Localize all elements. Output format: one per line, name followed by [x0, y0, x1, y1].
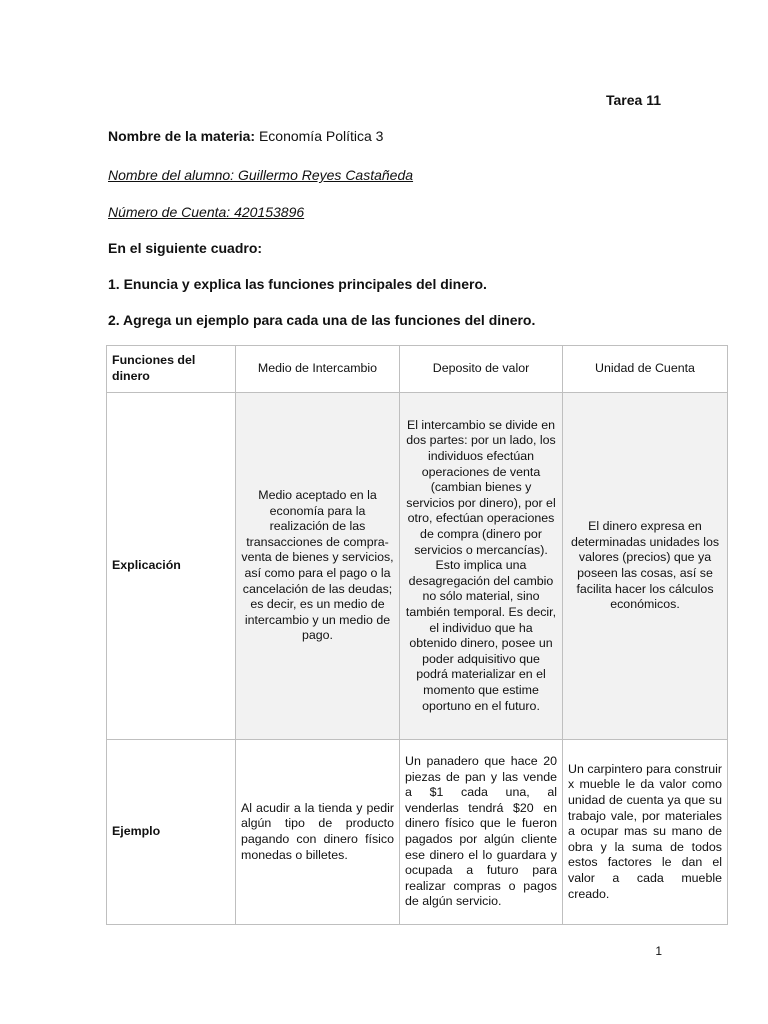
money-functions-table — [106, 345, 728, 925]
table-header-row — [107, 346, 728, 393]
page-number: 1 — [655, 944, 662, 958]
subject-line — [108, 128, 383, 144]
row-label-explicacion: Explicación — [107, 393, 236, 740]
cell-explicacion-unidad: El dinero expresa en determinadas unidades los valores (precios) que ya poseen las cosas, así se facilita hacer los cálculos económicos. — [563, 393, 728, 740]
header-unidad-cuenta: Unidad de Cuenta — [563, 346, 728, 393]
cell-ejemplo-unidad: Un carpintero para construir x mueble le da valor como unidad de cuenta ya que su trabajo vale, por materiales a ocupar mas su mano de obra y la suma de todos estos factores le dan el valor a cada mueble creado. — [563, 740, 728, 925]
document-title: Tarea 11 — [605, 92, 661, 108]
instruction-item-1: 1. Enuncia y explica las funciones principales del dinero. — [108, 276, 487, 292]
subject-value: Economía Política 3 — [255, 128, 384, 144]
instructions-intro: En el siguiente cuadro: — [108, 240, 263, 256]
header-deposito-valor: Deposito de valor — [400, 346, 563, 393]
header-medio-intercambio: Medio de Intercambio — [236, 346, 400, 393]
table-row-explicacion — [107, 393, 728, 740]
cell-ejemplo-medio: Al acudir a la tienda y pedir algún tipo de producto pagando con dinero físico monedas o billetes. — [236, 740, 400, 925]
student-name: Nombre del alumno: Guillermo Reyes Castañeda — [108, 167, 414, 183]
account-number: Número de Cuenta: 420153896 — [108, 204, 305, 220]
cell-explicacion-medio: Medio aceptado en la economía para la realización de las transacciones de compra-venta de bienes y servicios, así como para el pago o la cancelación de las deudas; es decir, es un medio de intercambio y un medio de pago. — [236, 393, 400, 740]
row-label-ejemplo: Ejemplo — [107, 740, 236, 925]
instruction-item-2: 2. Agrega un ejemplo para cada una de las funciones del dinero. — [108, 312, 536, 328]
cell-explicacion-deposito: El intercambio se divide en dos partes: por un lado, los individuos efectúan operaciones de venta (cambian bienes y servicios por dinero), por el otro, efectúan operaciones de compra (dinero por servicios o mercancías). Esto implica una desagregación del cambio no sólo material, sino también temporal. Es decir, el individuo que ha obtenido dinero, posee un poder adquisitivo que podrá materializar en el momento que estime oportuno en el futuro. — [400, 393, 563, 740]
cell-ejemplo-deposito: Un panadero que hace 20 piezas de pan y las vende a $1 cada una, al venderlas tendrá $20 en dinero físico que le fueron pagados por algún cliente ese dinero el lo guardara y ocupada a futuro para realizar compras o pagos de algún servicio. — [400, 740, 563, 925]
table-row-ejemplo — [107, 740, 728, 925]
header-functions: Funciones del dinero — [107, 346, 236, 393]
subject-label: Nombre de la materia: — [108, 128, 256, 144]
